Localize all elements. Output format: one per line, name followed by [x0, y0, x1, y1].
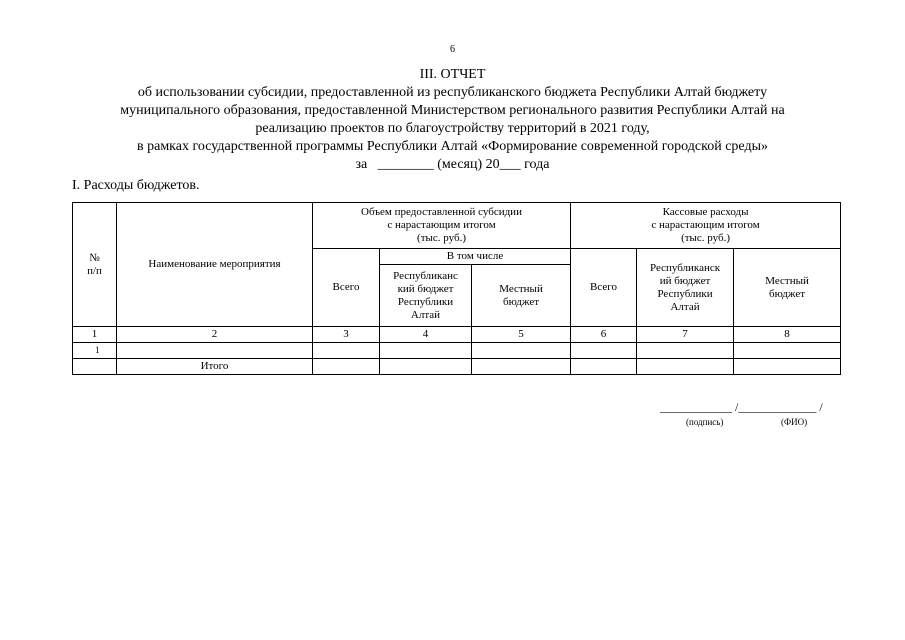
- header-local-budget-2: Местный бюджет: [734, 249, 841, 327]
- total-row-cell: [734, 359, 841, 375]
- total-row-cell: [472, 359, 571, 375]
- total-row-cell: [571, 359, 637, 375]
- fio-label: (ФИО): [781, 417, 808, 427]
- header-local-budget-1: Местный бюджет: [472, 265, 571, 327]
- row-1-cell: [472, 343, 571, 359]
- header-republic-budget-1: Республиканс кий бюджет Республики Алтай: [380, 265, 472, 327]
- total-row-cell: [313, 359, 380, 375]
- row-1-cell: [313, 343, 380, 359]
- row-1-cell: [734, 343, 841, 359]
- title-line-2: об использовании субсидии, предоставленной из республиканского бюджета Республики Алтай бюджету: [137, 85, 768, 100]
- page-number: 6: [450, 44, 455, 55]
- title-line-4: реализацию проектов по благоустройству территорий в 2021 году,: [255, 121, 650, 136]
- header-total-2: Всего: [571, 249, 637, 327]
- expenses-table: [72, 202, 841, 375]
- signature-line: ____________ /_____________ /: [660, 400, 823, 414]
- total-row-cell: [73, 359, 117, 375]
- col-number-2: 2: [117, 327, 313, 343]
- section-label: I. Расходы бюджетов.: [72, 178, 200, 193]
- header-event-name: Наименование мероприятия: [117, 203, 313, 327]
- header-total-1: Всего: [313, 249, 380, 327]
- total-row-cell: [637, 359, 734, 375]
- col-number-3: 3: [313, 327, 380, 343]
- row-1-cell: [571, 343, 637, 359]
- total-row-cell: [380, 359, 472, 375]
- table-row: [73, 343, 841, 359]
- title-line-1: III. ОТЧЕТ: [419, 67, 486, 82]
- row-1-number: 1: [73, 343, 117, 359]
- header-republic-budget-2: Республиканск ий бюджет Республики Алтай: [637, 249, 734, 327]
- header-subsidy-volume: Объем предоставленной субсидии с нарастающим итогом (тыс. руб.): [313, 203, 571, 249]
- total-row: [73, 359, 841, 375]
- total-row-label: Итого: [117, 359, 313, 375]
- header-cash-expenses: Кассовые расходы с нарастающим итогом (тыс. руб.): [571, 203, 841, 249]
- report-title: [40, 66, 865, 174]
- title-line-6: за ________ (месяц) 20___ года: [355, 157, 550, 172]
- row-1-cell: [380, 343, 472, 359]
- col-number-1: 1: [73, 327, 117, 343]
- col-number-6: 6: [571, 327, 637, 343]
- col-number-4: 4: [380, 327, 472, 343]
- title-line-5: в рамках государственной программы Республики Алтай «Формирование современной городской среды»: [137, 139, 768, 154]
- col-number-5: 5: [472, 327, 571, 343]
- header-no: № п/п: [73, 203, 117, 327]
- row-1-cell: [637, 343, 734, 359]
- header-in-total: В том числе: [380, 249, 571, 265]
- col-number-8: 8: [734, 327, 841, 343]
- signature-block: [660, 400, 850, 429]
- title-line-3: муниципального образования, предоставленной Министерством регионального развития Республики Алтай на: [120, 103, 785, 118]
- row-1-cell: [117, 343, 313, 359]
- signature-label: (подпись): [686, 417, 724, 427]
- col-number-7: 7: [637, 327, 734, 343]
